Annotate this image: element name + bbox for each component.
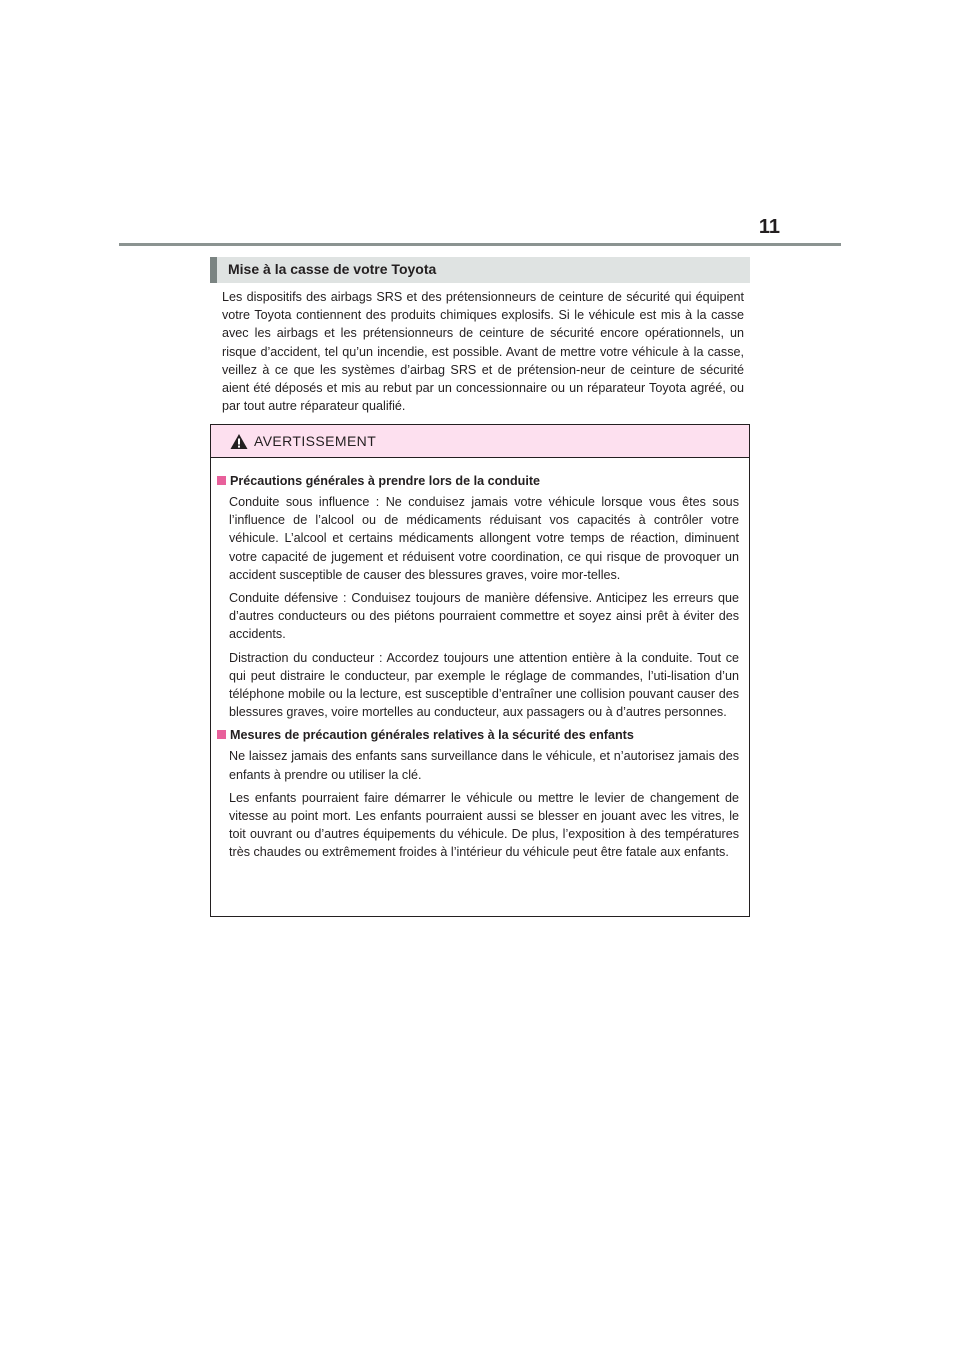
warning-title: AVERTISSEMENT (254, 433, 377, 449)
warning-paragraph: Distraction du conducteur : Accordez toujours une attention entière à la conduite. Tout ce qui peut distraire le conducteur, par exemple le réglage de commandes, l’uti-lisation d’un téléphone mobile ou la lecture, est susceptible d’entraîner une collision pouvant causer des blessures graves, voire mortelles au conducteur, aux passagers ou à d’autres personnes. (229, 650, 739, 720)
topic-heading (217, 472, 739, 490)
warning-paragraph: Ne laissez jamais des enfants sans surveillance dans le véhicule, et n’autorisez jamais des enfants à prendre ou utiliser la clé. (229, 749, 739, 782)
square-bullet-icon (217, 476, 226, 485)
page-number: 11 (758, 216, 780, 238)
section-title: Mise à la casse de votre Toyota (228, 261, 437, 277)
warning-paragraph: Conduite défensive : Conduisez toujours de manière défensive. Anticipez les erreurs que d’autres conducteurs ou des piétons pourraient commettre et soyez ainsi prêt à éviter des accidents. (229, 591, 739, 642)
section-body: Les dispositifs des airbags SRS et des prétensionneurs de ceinture de sécurité qui équipent votre Toyota contiennent des produits chimiques explosifs. Si le véhicule est mis à la casse avec les airbags et les prétensionneurs de ceinture de sécurité encore opérationnels, un risque d’accident, tel qu’un incendie, est possible. Avant de mettre votre véhicule à la casse, veillez à ce que les systèmes d’airbag SRS et de prétension-neur de ceinture de sécurité aient été déposés et mis au rebut par un concessionnaire ou un réparateur Toyota agréé, ou par tout autre réparateur qualifié. (222, 290, 744, 414)
header-rule (119, 243, 841, 246)
topic-heading-text: Précautions générales à prendre lors de la conduite (230, 474, 541, 488)
topic-heading-text: Mesures de précaution générales relatives à la sécurité des enfants (230, 728, 634, 743)
warning-header (211, 425, 749, 458)
warning-body (211, 458, 749, 862)
topic-heading (217, 726, 739, 744)
square-bullet-icon (217, 730, 226, 739)
warning-box (210, 424, 750, 917)
section-heading (210, 257, 750, 283)
warning-paragraph: Conduite sous influence : Ne conduisez jamais votre véhicule lorsque vous êtes sous l’influence de l’alcool ou de médicaments réduisant vos capacités à contrôler votre véhicule. L’alcool et certains médicaments allongent votre temps de réaction, diminuent votre capacité de jugement et réduisent votre coordination, ce qui risque de provoquer un accident susceptible de causer des blessures graves, voire mor-telles. (229, 495, 739, 582)
warning-paragraph: Les enfants pourraient faire démarrer le véhicule ou mettre le levier de changement de vitesse au point mort. Les enfants pourraient aussi se blesser en jouant avec les vitres, le toit ouvrant ou d’autres équipements du véhicule. De plus, l’exposition à des températures très chaudes ou extrêmement froides à l’intérieur du véhicule peut être fatale aux enfants. (229, 790, 739, 860)
warning-triangle-icon (230, 433, 248, 450)
